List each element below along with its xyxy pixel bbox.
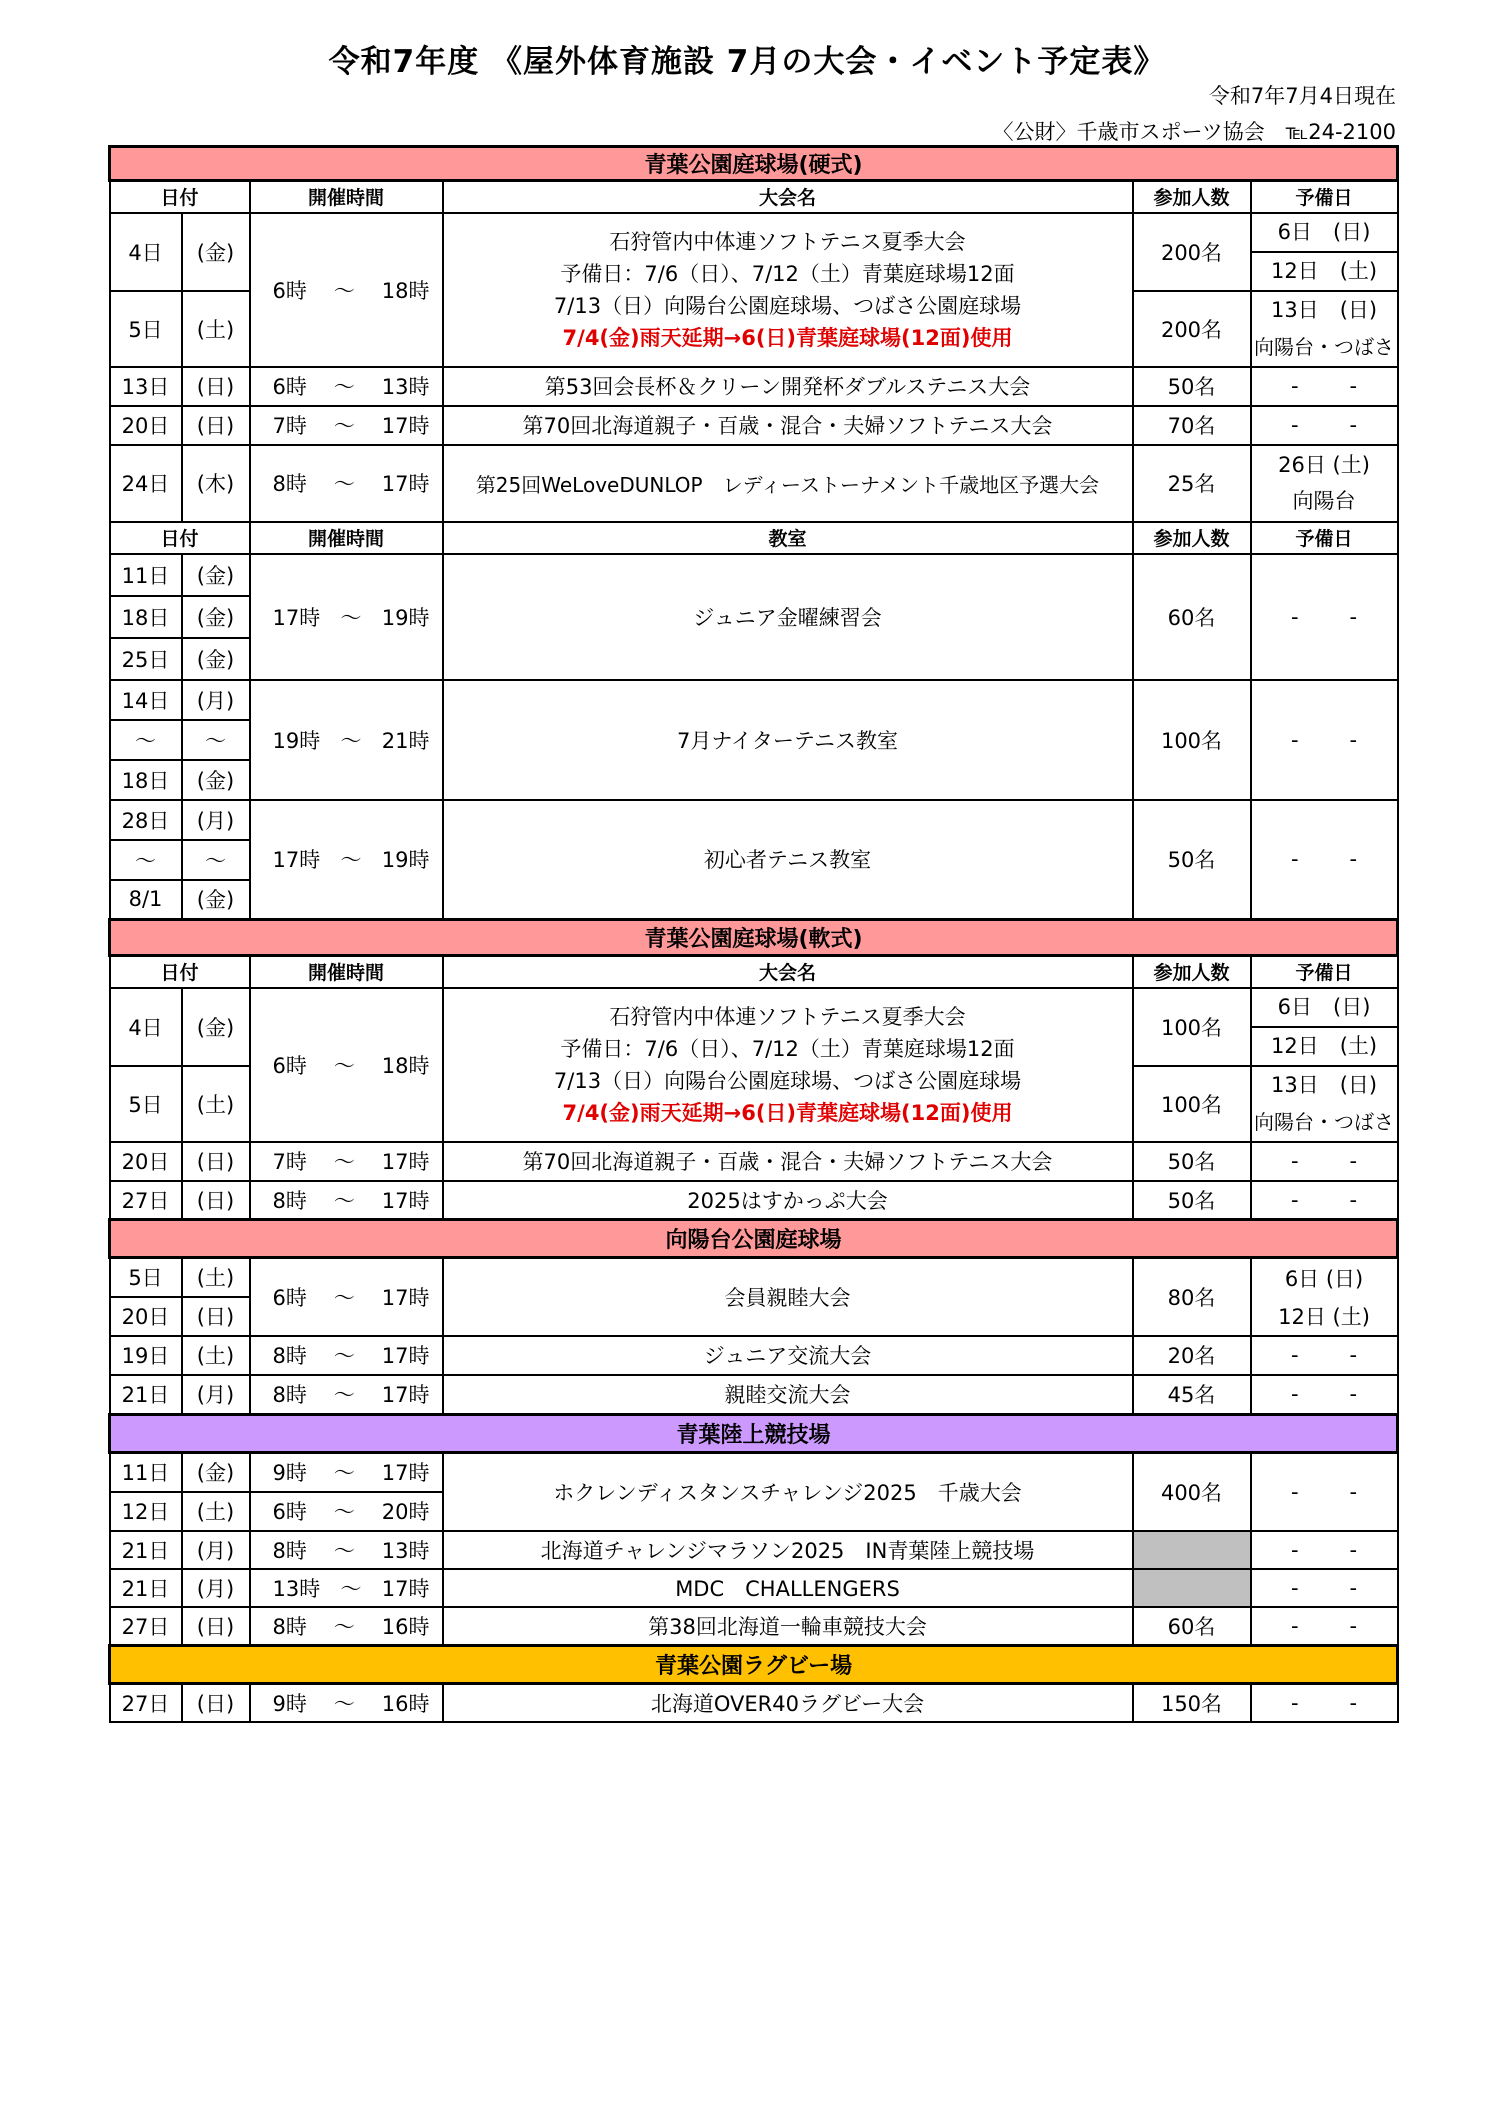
time-cell: [250, 213, 443, 367]
weekday-cell: (月): [182, 1569, 250, 1607]
organization: 〈公財〉千歳市スポーツ協会 ℡24-2100: [992, 120, 1396, 144]
date-cell: 5日: [110, 1258, 182, 1297]
weekday-cell: (金): [182, 596, 250, 638]
date-cell: 28日: [110, 800, 182, 840]
range-tilde: ～: [182, 720, 250, 760]
weekday-cell: (金): [182, 760, 250, 800]
date-cell: 21日: [110, 1375, 182, 1415]
col-reserve: 予備日: [1251, 956, 1398, 988]
reserve-cell: [1251, 213, 1398, 291]
weekday-cell: (木): [182, 445, 250, 522]
reserve-cell: - -: [1251, 1684, 1398, 1722]
time-cell: 17時 ～ 19時: [250, 554, 443, 680]
reserve-cell: - -: [1251, 367, 1398, 406]
event-cell: 第25回WeLoveDUNLOP レディーストーナメント千歳地区予選大会: [443, 445, 1133, 522]
table-row: [110, 1181, 1398, 1220]
date-cell: 8/1: [110, 880, 182, 920]
range-tilde: ～: [110, 840, 182, 880]
event-cell: 第38回北海道一輪車競技大会: [443, 1607, 1133, 1646]
event-cell: 北海道OVER40ラグビー大会: [443, 1684, 1133, 1722]
table-row: [110, 1531, 1398, 1569]
table-row: [110, 1336, 1398, 1375]
count-cell: 50名: [1133, 1142, 1251, 1181]
count-cell: 200名: [1133, 213, 1251, 291]
event-cell: 親睦交流大会: [443, 1375, 1133, 1415]
event-cell: [443, 213, 1133, 367]
date-cell: 14日: [110, 680, 182, 720]
page-title: 令和7年度 《屋外体育施設 7月の大会・イベント予定表》: [328, 44, 1166, 80]
date-cell: 12日: [110, 1492, 182, 1531]
table-row: [110, 213, 1398, 291]
table-row: [110, 1142, 1398, 1181]
time-cell: 6時 ～ 17時: [250, 1258, 443, 1336]
time-cell: 13時 ～ 17時: [250, 1569, 443, 1607]
as-of-date: 令和7年7月4日現在: [1208, 84, 1396, 108]
reserve-cell: 6日 (日): [1251, 1258, 1398, 1297]
event-line: 予備日：7/6（日）、7/12（土）青葉庭球場12面: [560, 261, 1015, 286]
event-cell: 第70回北海道親子・百歳・混合・夫婦ソフトテニス大会: [443, 406, 1133, 445]
count-cell: 70名: [1133, 406, 1251, 445]
count-cell: 400名: [1133, 1453, 1251, 1531]
reserve-cell: - -: [1251, 406, 1398, 445]
date-cell: 25日: [110, 638, 182, 680]
reserve-cell: - -: [1251, 1142, 1398, 1181]
event-line: 7/13（日）向陽台公園庭球場、つばさ公園庭球場: [553, 1068, 1022, 1093]
col-date: 日付: [110, 956, 250, 988]
col-participants: 参加人数: [1133, 181, 1251, 213]
table-row: [110, 1258, 1398, 1297]
col-participants: 参加人数: [1133, 956, 1251, 988]
section-header-track: 青葉陸上競技場: [110, 1415, 1398, 1453]
event-line: 石狩管内中体連ソフトテニス夏季大会: [609, 229, 966, 254]
section-header-koyodai: 向陽台公園庭球場: [110, 1220, 1398, 1258]
weekday-cell: (土): [182, 1492, 250, 1531]
weekday-cell: (日): [182, 1181, 250, 1220]
count-cell: 150名: [1133, 1684, 1251, 1722]
reserve-day: 13日 (日): [1270, 297, 1378, 322]
count-cell-blank: [1133, 1569, 1251, 1607]
date-cell: 20日: [110, 1142, 182, 1181]
count-cell: 50名: [1133, 800, 1251, 920]
table-row: [110, 800, 1398, 840]
reserve-day: 12日 (土): [1270, 1033, 1378, 1058]
weekday-cell: (金): [182, 554, 250, 596]
weekday-cell: (金): [182, 638, 250, 680]
reserve-cell: 12日 (土): [1251, 1297, 1398, 1336]
class-name: 7月ナイターテニス教室: [443, 680, 1133, 800]
table-row: [110, 988, 1398, 1066]
table-row: [110, 1607, 1398, 1646]
reserve-cell: - -: [1251, 1569, 1398, 1607]
class-name: 初心者テニス教室: [443, 800, 1133, 920]
date-cell: 19日: [110, 1336, 182, 1375]
date-cell: 18日: [110, 760, 182, 800]
count-cell: 100名: [1133, 680, 1251, 800]
event-cell: 会員親睦大会: [443, 1258, 1133, 1336]
weekday-cell: (日): [182, 406, 250, 445]
reserve-cell: - -: [1251, 1375, 1398, 1415]
rain-postpone-notice: 7/4(金)雨天延期→6(日)青葉庭球場(12面)使用: [562, 1100, 1013, 1125]
reserve-cell: - -: [1251, 680, 1398, 800]
count-cell: 100名: [1133, 988, 1251, 1066]
col-class: 教室: [443, 522, 1133, 554]
count-cell: 50名: [1133, 1181, 1251, 1220]
date-cell: 4日: [110, 988, 182, 1066]
reserve-cell: [1251, 1066, 1398, 1142]
reserve-venue: 向陽台: [1292, 489, 1356, 513]
date-cell: 27日: [110, 1607, 182, 1646]
time-cell: 8時 ～ 16時: [250, 1607, 443, 1646]
time-cell: 8時 ～ 17時: [250, 1375, 443, 1415]
col-time: 開催時間: [250, 522, 443, 554]
table-row: [110, 445, 1398, 522]
schedule-table: [108, 145, 1399, 1723]
end-time: 18時: [381, 278, 430, 303]
count-cell-blank: [1133, 1531, 1251, 1569]
reserve-cell: - -: [1251, 1453, 1398, 1531]
event-cell: 第70回北海道親子・百歳・混合・夫婦ソフトテニス大会: [443, 1142, 1133, 1181]
reserve-day: 6日 (日): [1252, 214, 1397, 253]
weekday-cell: (月): [182, 1375, 250, 1415]
weekday-cell: (月): [182, 680, 250, 720]
time-cell: 8時 ～ 17時: [250, 1336, 443, 1375]
reserve-day: 26日 (土): [1278, 453, 1370, 477]
col-time: 開催時間: [250, 956, 443, 988]
reserve-venue: 向陽台・つばさ: [1254, 334, 1395, 359]
time-cell: 17時 ～ 19時: [250, 800, 443, 920]
time-cell: 9時 ～ 17時: [250, 1453, 443, 1492]
event-line: 石狩管内中体連ソフトテニス夏季大会: [609, 1004, 966, 1029]
time-cell: 7時 ～ 17時: [250, 406, 443, 445]
weekday-cell: (日): [182, 367, 250, 406]
reserve-cell: - -: [1251, 1607, 1398, 1646]
weekday-cell: (土): [182, 1258, 250, 1297]
reserve-venue: 向陽台・つばさ: [1254, 1109, 1395, 1134]
weekday-cell: (土): [182, 1336, 250, 1375]
weekday-cell: (金): [182, 988, 250, 1066]
date-cell: 27日: [110, 1181, 182, 1220]
date-cell: 27日: [110, 1684, 182, 1722]
event-cell: 第53回会長杯＆クリーン開発杯ダブルステニス大会: [443, 367, 1133, 406]
time-cell: 8時 ～ 17時: [250, 1181, 443, 1220]
col-reserve: 予備日: [1251, 181, 1398, 213]
section-header-rugby: 青葉公園ラグビー場: [110, 1646, 1398, 1684]
event-cell: [443, 988, 1133, 1142]
weekday-cell: (金): [182, 213, 250, 291]
event-line: 7/13（日）向陽台公園庭球場、つばさ公園庭球場: [553, 293, 1022, 318]
table-row: [110, 680, 1398, 720]
count-cell: 20名: [1133, 1336, 1251, 1375]
event-cell: 北海道チャレンジマラソン2025 IN青葉陸上競技場: [443, 1531, 1133, 1569]
count-cell: 45名: [1133, 1375, 1251, 1415]
reserve-day: 6日 (日): [1252, 989, 1397, 1028]
count-cell: 60名: [1133, 554, 1251, 680]
count-cell: 60名: [1133, 1607, 1251, 1646]
count-cell: 25名: [1133, 445, 1251, 522]
date-cell: 5日: [110, 291, 182, 367]
weekday-cell: (金): [182, 880, 250, 920]
range-tilde: ～: [110, 720, 182, 760]
date-cell: 20日: [110, 406, 182, 445]
start-time: 6時: [272, 278, 307, 303]
time-cell: 8時 ～ 17時: [250, 445, 443, 522]
reserve-cell: [1251, 988, 1398, 1066]
reserve-cell: - -: [1251, 1531, 1398, 1569]
count-cell: 50名: [1133, 367, 1251, 406]
date-cell: 11日: [110, 554, 182, 596]
weekday-cell: (日): [182, 1684, 250, 1722]
time-cell: 7時 ～ 17時: [250, 1142, 443, 1181]
event-cell: ジュニア交流大会: [443, 1336, 1133, 1375]
count-cell: 200名: [1133, 291, 1251, 367]
time-cell: 8時 ～ 13時: [250, 1531, 443, 1569]
section-header-soft: 青葉公園庭球場(軟式): [110, 920, 1398, 956]
weekday-cell: (土): [182, 1066, 250, 1142]
date-cell: 21日: [110, 1531, 182, 1569]
table-row: [110, 1569, 1398, 1607]
column-header-row: [110, 522, 1398, 554]
reserve-cell: - -: [1251, 554, 1398, 680]
date-cell: 11日: [110, 1453, 182, 1492]
col-date: 日付: [110, 181, 250, 213]
range-tilde: ～: [182, 840, 250, 880]
count-cell: 80名: [1133, 1258, 1251, 1336]
weekday-cell: (金): [182, 1453, 250, 1492]
col-event: 大会名: [443, 181, 1133, 213]
col-date: 日付: [110, 522, 250, 554]
class-name: ジュニア金曜練習会: [443, 554, 1133, 680]
weekday-cell: (月): [182, 800, 250, 840]
reserve-cell: - -: [1251, 1336, 1398, 1375]
date-cell: 18日: [110, 596, 182, 638]
column-header-row: [110, 181, 1398, 213]
table-row: [110, 406, 1398, 445]
count-cell: 100名: [1133, 1066, 1251, 1142]
weekday-cell: (日): [182, 1142, 250, 1181]
table-row: [110, 367, 1398, 406]
weekday-cell: (日): [182, 1607, 250, 1646]
time-cell: 6時 ～ 20時: [250, 1492, 443, 1531]
table-row: [110, 1453, 1398, 1492]
column-header-row: [110, 956, 1398, 988]
reserve-cell: [1251, 291, 1398, 367]
date-cell: 24日: [110, 445, 182, 522]
time-cell: 6時 ～ 18時: [250, 988, 443, 1142]
table-row: [110, 1684, 1398, 1722]
weekday-cell: (月): [182, 1531, 250, 1569]
reserve-cell: [1251, 445, 1398, 522]
event-cell: ホクレンディスタンスチャレンジ2025 千歳大会: [443, 1453, 1133, 1531]
col-reserve: 予備日: [1251, 522, 1398, 554]
reserve-cell: - -: [1251, 800, 1398, 920]
col-event: 大会名: [443, 956, 1133, 988]
time-cell: 19時 ～ 21時: [250, 680, 443, 800]
event-cell: MDC CHALLENGERS: [443, 1569, 1133, 1607]
col-time: 開催時間: [250, 181, 443, 213]
tilde: ～: [333, 278, 355, 303]
event-line: 予備日：7/6（日）、7/12（土）青葉庭球場12面: [560, 1036, 1015, 1061]
event-cell: 2025はすかっぷ大会: [443, 1181, 1133, 1220]
weekday-cell: (日): [182, 1297, 250, 1336]
section-header-hard: 青葉公園庭球場(硬式): [110, 147, 1398, 181]
table-row: [110, 1375, 1398, 1415]
date-cell: 5日: [110, 1066, 182, 1142]
col-participants: 参加人数: [1133, 522, 1251, 554]
date-cell: 13日: [110, 367, 182, 406]
table-row: [110, 554, 1398, 596]
reserve-day: 12日 (土): [1270, 258, 1378, 283]
date-cell: 4日: [110, 213, 182, 291]
reserve-day: 13日 (日): [1270, 1072, 1378, 1097]
reserve-cell: - -: [1251, 1181, 1398, 1220]
time-cell: 6時 ～ 13時: [250, 367, 443, 406]
date-cell: 20日: [110, 1297, 182, 1336]
date-cell: 21日: [110, 1569, 182, 1607]
weekday-cell: (土): [182, 291, 250, 367]
time-cell: 9時 ～ 16時: [250, 1684, 443, 1722]
rain-postpone-notice: 7/4(金)雨天延期→6(日)青葉庭球場(12面)使用: [562, 325, 1013, 350]
